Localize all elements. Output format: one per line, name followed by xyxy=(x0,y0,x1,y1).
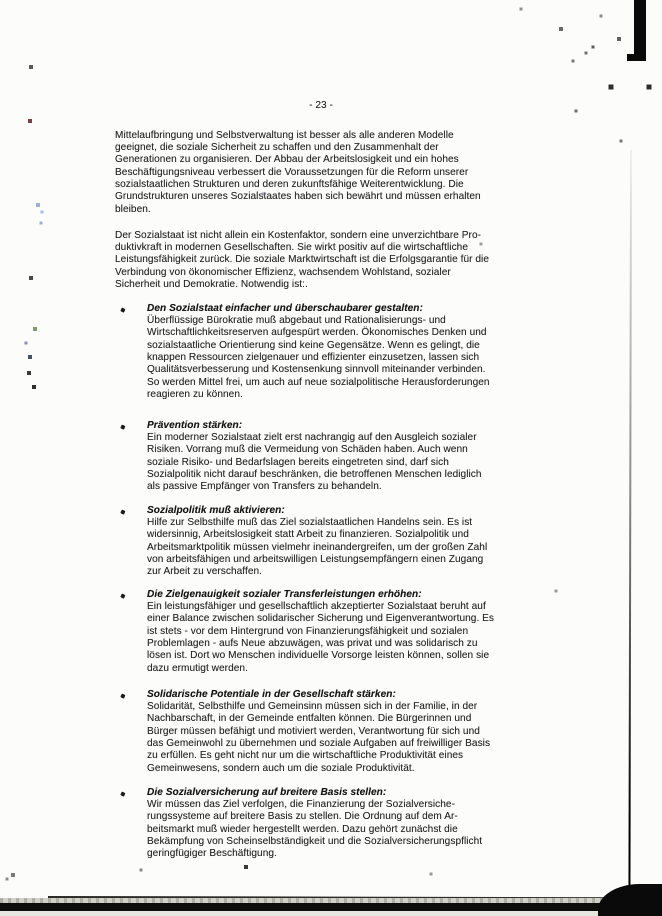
text-line: soziale Risiko- und Bedarfslagen bereits eingetreten sind, darf sich xyxy=(147,456,449,468)
text-line: Generationen zu organisieren. Der Abbau der Arbeitslosigkeit und ein hohes xyxy=(115,154,459,166)
bullet-dot-icon xyxy=(120,791,125,796)
text-line: Hilfe zur Selbsthilfe muß das Ziel sozialstaatlichen Handelns sein. Es ist xyxy=(147,517,473,529)
text-line: geringfügiger Beschäftigung. xyxy=(147,848,277,860)
text-line: Wir müssen das Ziel verfolgen, die Finanzierung der Sozialversiche- xyxy=(147,799,455,810)
text-line: das Gemeinwohl zu übernehmen und soziale Aufgaben auf freiwilliger Basis xyxy=(147,737,491,749)
scan-artifact-right-line xyxy=(628,150,631,900)
text-line: Sozialpolitik nicht darauf beschränken, die betroffenen Menschen lediglich xyxy=(147,469,482,481)
bullet-section xyxy=(115,303,527,401)
bullet-section xyxy=(115,589,527,675)
bullet-title: Die Sozialversicherung auf breitere Basis stellen: xyxy=(147,786,387,798)
text-line: rungssysteme auf breitere Basis zu stellen. Die Ordnung auf dem Ar- xyxy=(147,811,458,823)
scan-artifact-top-bar-foot xyxy=(627,54,646,61)
text-line: duktivkraft in modernen Gesellschaften. Sie wirkt positiv auf die wirtschaftliche xyxy=(115,242,468,254)
bullet-section xyxy=(115,689,527,775)
text-line: Beschäftigungsniveau verbessert die Voraussetzungen für die Reform unserer xyxy=(115,166,469,178)
bullet-section xyxy=(115,420,527,494)
paragraph xyxy=(115,130,527,216)
text-line: Wirtschaftlichkeitsreserven aufgespürt werden. Ökonomisches Denken und xyxy=(147,327,487,339)
bullet-body xyxy=(147,601,527,675)
bullet-body xyxy=(147,432,527,493)
text-line: Risiken. Vorrang muß die Vermeidung von Schäden haben. Auch wenn xyxy=(147,444,468,456)
bullet-dot-icon xyxy=(120,593,125,598)
text-line: Mittelaufbringung und Selbstverwaltung ist besser als alle anderen Modelle xyxy=(115,129,454,141)
bullet-dot-icon xyxy=(120,509,125,514)
bullet-title: Den Sozialstaat einfacher und überschaubarer gestalten: xyxy=(147,302,423,314)
text-line: Bekämpfung von Scheinselbständigkeit und die Sozialversicherungspflicht xyxy=(147,835,483,847)
page-number: - 23 - xyxy=(309,100,333,111)
text-line: sozialstaatliche Orientierung sind keine Gegensätze. Wenn es gelingt, die xyxy=(147,339,480,351)
bullet-section xyxy=(115,505,527,579)
text-line: von arbeitsfähigen und arbeitswilligen Leistungsempfängern einen Zugang xyxy=(147,553,484,565)
text-line: widersinnig, Arbeitslosigkeit statt Arbeit zu finanzieren. Sozialpolitik und xyxy=(147,529,469,541)
text-line: lösen ist. Dort wo Menschen individuelle Vorsorge leisten können, sollen sie xyxy=(147,650,490,662)
paragraph xyxy=(115,230,527,291)
text-line: Nachbarschaft, in der Gemeinde entfalten können. Die Bürgerinnen und xyxy=(147,713,472,725)
bullet-body xyxy=(147,315,527,401)
text-line: einer Balance zwischen solidarischer Sicherung und Eigenverantwortung. Es xyxy=(147,613,495,625)
bullet-title: Solidarische Potentiale in der Gesellschaft stärken: xyxy=(147,688,396,700)
text-line: Solidarität, Selbsthilfe und Gemeinsinn müssen sich in der Familie, in der xyxy=(147,701,478,713)
text-line: geeignet, die soziale Sicherheit zu schaffen und den Zusammenhalt der xyxy=(115,142,439,154)
text-line: Grundstrukturen unseres Sozialstaates haben sich bewährt und müssen erhalten xyxy=(115,191,481,203)
bullet-body xyxy=(147,701,527,775)
text-line: So werden Mittel frei, um auch auf neue sozialpolitische Herausforderungen xyxy=(147,376,490,388)
text-line: Überflüssige Bürokratie muß abgebaut und Rationalisierungs- und xyxy=(147,315,446,327)
text-line: als passive Empfänger von Transfers zu behandeln. xyxy=(147,481,382,493)
text-line: Sicherheit und Demokratie. Notwendig ist:. xyxy=(115,279,308,291)
scan-artifact-black-band xyxy=(0,903,662,911)
text-line: Verbindung von ökonomischer Effizienz, wachsendem Wohlstand, sozialer xyxy=(115,266,451,278)
bullet-dot-icon xyxy=(120,307,125,312)
bullet-title: Sozialpolitik muß aktivieren: xyxy=(147,504,285,516)
text-line: reagieren zu können. xyxy=(147,388,243,400)
bullet-dot-icon xyxy=(120,424,125,429)
text-line: Ein moderner Sozialstaat zielt erst nachrangig auf den Ausgleich sozialer xyxy=(147,432,477,444)
text-line: zu erfüllen. Es geht nicht nur um die wirtschaftliche Produktivität eines xyxy=(147,750,464,762)
text-line: dazu ermutigt werden. xyxy=(147,662,248,674)
bullet-section xyxy=(115,787,527,861)
bullet-dot-icon xyxy=(120,693,125,698)
text-line: bleiben. xyxy=(115,203,151,215)
text-line: sozialstaatlichen Strukturen und deren zukunftsfähige Weiterentwicklung. Die xyxy=(115,178,464,190)
text-line: Leistungsfähigkeit zurück. Die soziale Marktwirtschaft ist die Erfolgsgarantie für die xyxy=(115,254,490,266)
text-line: beitsmarkt muß wieder hergestellt werden. Dazu gehört zunächst die xyxy=(147,823,458,835)
text-line: Qualitätsverbesserung und Kostensenkung sinnvoll miteinander verbinden. xyxy=(147,364,486,376)
bullet-title: Prävention stärken: xyxy=(147,419,243,431)
text-line: zur Arbeit zu verschaffen. xyxy=(147,566,263,578)
text-line: Gemeinwesens, sondern auch um die soziale Produktivität. xyxy=(147,762,415,774)
text-line: ist stets - vor dem Hintergrund von Finanzierungsfähigkeit und sozialen xyxy=(147,625,469,637)
text-line: Problemlagen - aufs Neue abzuwägen, was privat und was solidarisch zu xyxy=(147,637,478,649)
scan-noise-specks xyxy=(0,0,2,2)
text-line: Ein leistungsfähiger und gesellschaftlich akzeptierter Sozialstaat beruht auf xyxy=(147,601,486,613)
scan-artifact-corner-blob xyxy=(598,884,662,916)
scan-artifact-under-band xyxy=(0,911,662,916)
text-line: Arbeitsmarktpolitik müssen vielmehr ineinandergreifen, um der großen Zahl xyxy=(147,541,488,553)
bullet-body xyxy=(147,517,527,578)
bullet-title: Die Zielgenauigkeit sozialer Transferleistungen erhöhen: xyxy=(147,588,422,600)
document-content xyxy=(115,100,527,860)
text-line: Der Sozialstaat ist nicht allein ein Kostenfaktor, sondern eine unverzichtbare Pro- xyxy=(115,229,482,241)
text-line: knappen Ressourcen zielgenauer und effizienter einzusetzen, lassen sich xyxy=(147,352,480,364)
bullet-body xyxy=(147,799,527,860)
scan-artifact-top-bar xyxy=(634,0,646,56)
text-line: Bürger müssen befähigt und motiviert werden, Verantwortung für sich und xyxy=(147,725,480,737)
